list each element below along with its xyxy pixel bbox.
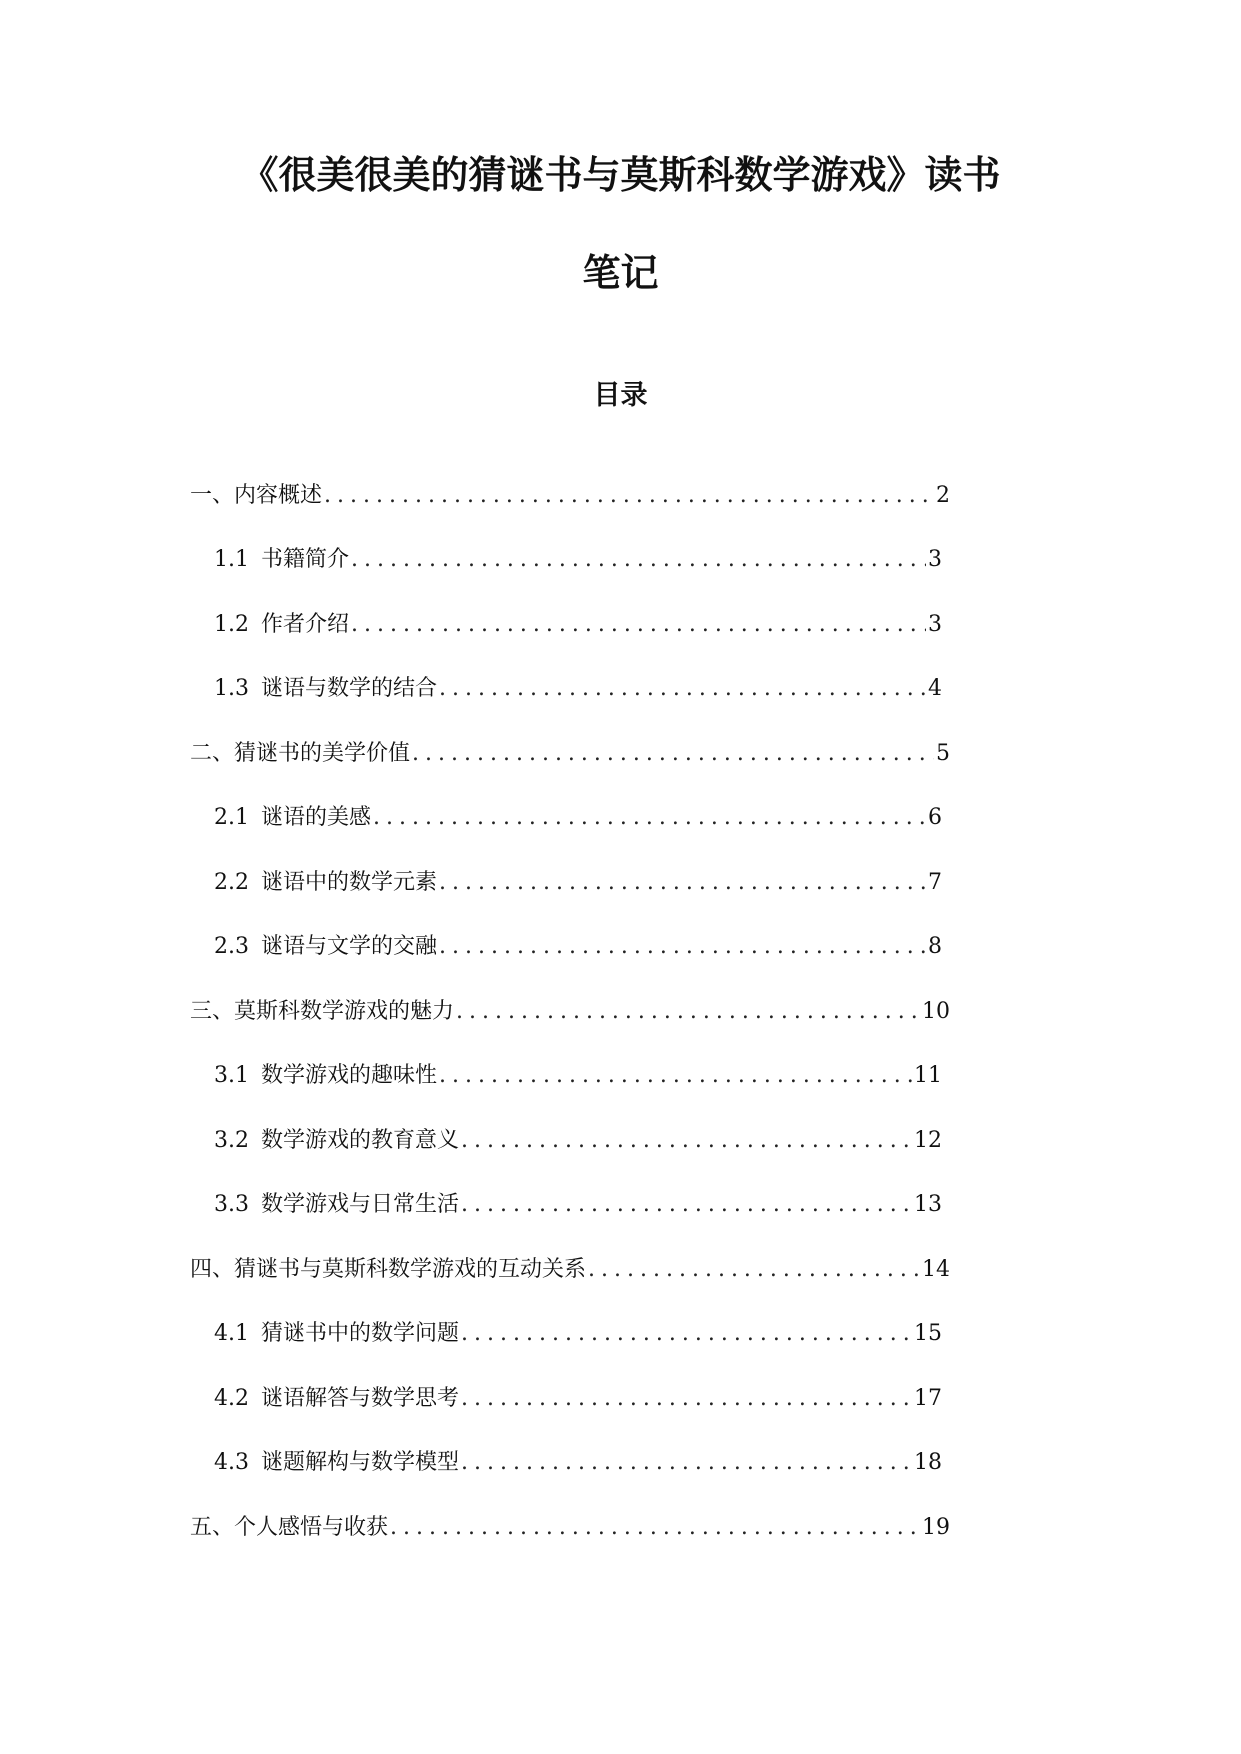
toc-entry-title: 谜语的美感 [261,805,372,830]
toc-entry-title: 谜语解答与数学思考 [261,1386,460,1411]
toc-entry[interactable] [214,1320,942,1348]
toc-entry-title: 数学游戏与日常生活 [261,1192,460,1217]
toc-entry[interactable] [214,546,942,574]
toc-entry-number: 3.2 [214,1128,249,1153]
toc-leader-dots [586,1256,920,1284]
toc-entry[interactable] [190,1514,950,1542]
toc-entry-title: 一、内容概述 [190,483,323,508]
toc-entry-page: 12 [914,1128,942,1153]
toc-entry-title: 谜语与数学的结合 [261,676,438,701]
toc-leader-dots [437,675,926,703]
toc-entry[interactable] [190,998,950,1026]
toc-entry-page: 7 [928,870,942,895]
toc-entry[interactable] [214,869,942,897]
toc-entry-number: 3.3 [214,1192,249,1217]
toc-entry[interactable] [214,1385,942,1413]
toc-leader-dots [349,611,926,639]
toc-entry-title: 数学游戏的教育意义 [261,1128,460,1153]
toc-entry-title: 二、猜谜书的美学价值 [190,741,411,766]
toc-entry-page: 5 [936,741,950,766]
toc-entry-page: 6 [928,805,942,830]
toc-entry-number: 3.1 [214,1063,249,1088]
toc-leader-dots [388,1514,920,1542]
toc-entry-title: 谜语与文学的交融 [261,934,438,959]
toc-entry-title: 谜题解构与数学模型 [261,1450,460,1475]
toc-entry[interactable] [214,675,942,703]
toc-entry-page: 18 [914,1450,942,1475]
toc-leader-dots [322,482,934,510]
toc-entry[interactable] [190,482,950,510]
toc-entry-title: 猜谜书中的数学问题 [261,1321,460,1346]
toc-entry-number: 4.1 [214,1321,249,1346]
toc-entry-number: 1.2 [214,612,249,637]
toc-leader-dots [459,1385,912,1413]
toc-heading: 目录 [593,380,648,411]
toc-entry-page: 8 [928,934,942,959]
toc-leader-dots [459,1191,912,1219]
toc-entry-page: 4 [928,676,942,701]
toc-entry-page: 13 [914,1192,942,1217]
toc-leader-dots [459,1127,912,1155]
toc-entry-page: 17 [914,1386,942,1411]
toc-leader-dots [437,933,926,961]
toc-leader-dots [459,1449,912,1477]
toc-entry[interactable] [214,1191,942,1219]
toc-entry-page: 10 [922,999,950,1024]
toc-entry-page: 11 [914,1063,942,1088]
toc-entry-page: 2 [936,483,950,508]
toc-leader-dots [454,998,920,1026]
toc-entry-page: 3 [928,547,942,572]
toc-entry-number: 4.3 [214,1450,249,1475]
toc-entry-number: 1.1 [214,547,249,572]
toc-entry-title: 数学游戏的趣味性 [261,1063,438,1088]
toc-leader-dots [349,546,926,574]
toc-entry-page: 14 [922,1257,950,1282]
toc-entry-page: 3 [928,612,942,637]
toc-entry-page: 15 [914,1321,942,1346]
document-title-line-2: 笔记 [582,251,659,295]
toc-entry[interactable] [214,1449,942,1477]
toc-entry[interactable] [214,804,942,832]
toc-leader-dots [371,804,926,832]
toc-leader-dots [410,740,934,768]
toc-entry-number: 2.1 [214,805,249,830]
toc-entry-title: 四、猜谜书与莫斯科数学游戏的互动关系 [190,1257,587,1282]
document-title-line-1: 《很美很美的猜谜书与莫斯科数学游戏》读书 [240,153,1001,197]
toc-entry[interactable] [190,740,950,768]
toc-leader-dots [459,1320,912,1348]
toc-entry-number: 2.2 [214,870,249,895]
toc-entry-title: 五、个人感悟与收获 [190,1515,389,1540]
toc-entry[interactable] [214,611,942,639]
toc-entry[interactable] [214,1127,942,1155]
toc-entry-title: 作者介绍 [261,612,350,637]
toc-leader-dots [437,1062,912,1090]
toc-entry[interactable] [214,1062,942,1090]
toc-leader-dots [437,869,926,897]
toc-entry-title: 书籍简介 [261,547,350,572]
toc-entry-number: 4.2 [214,1386,249,1411]
toc-entry-number: 2.3 [214,934,249,959]
toc-entry-page: 19 [922,1515,950,1540]
toc-entry-title: 三、莫斯科数学游戏的魅力 [190,999,455,1024]
toc-entry-number: 1.3 [214,676,249,701]
toc-entry[interactable] [214,933,942,961]
toc-entry[interactable] [190,1256,950,1284]
toc-entry-title: 谜语中的数学元素 [261,870,438,895]
